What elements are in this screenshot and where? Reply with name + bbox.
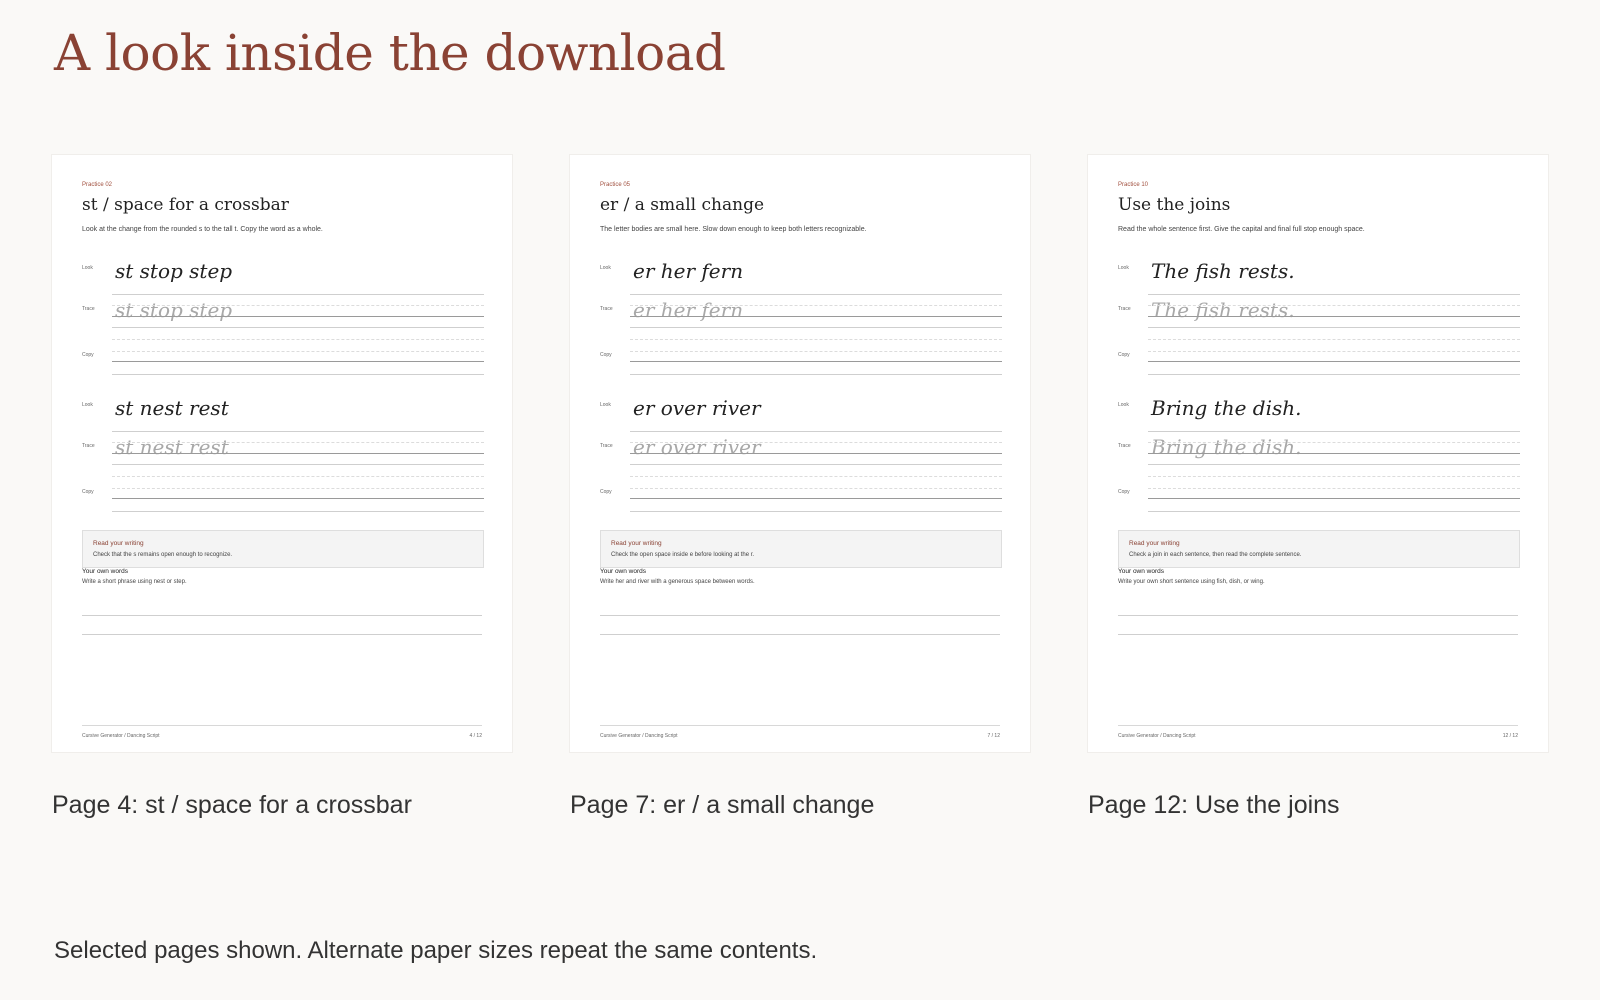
practice-block — [600, 395, 1002, 525]
trace-guide-text: st stop step — [115, 298, 233, 322]
trace-guide-text: Bring the dish. — [1151, 435, 1302, 459]
worksheet-thumbnail[interactable] — [570, 155, 1030, 752]
guide-line — [630, 431, 1002, 432]
guide-line — [112, 374, 484, 375]
worksheet-title: er / a small change — [600, 195, 765, 215]
guide-line — [112, 305, 484, 306]
look-model-text: st stop step — [115, 259, 233, 283]
footer-brand: Cursive Generator / Dancing Script — [600, 733, 678, 739]
review-box — [600, 530, 1002, 568]
worksheet-intro: Read the whole sentence first. Give the capital and final full stop enough space. — [1118, 226, 1365, 233]
guide-line — [112, 431, 484, 432]
own-words-title: Your own words — [1118, 568, 1165, 575]
copy-label: Copy — [1118, 352, 1130, 358]
guide-line — [1148, 351, 1520, 352]
practice-block — [600, 258, 1002, 388]
worksheet-intro: Look at the change from the rounded s to the tall t. Copy the word as a whole. — [82, 226, 323, 233]
guide-line — [1148, 361, 1520, 362]
page-caption: Page 7: er / a small change — [570, 791, 875, 819]
guide-line — [1148, 511, 1520, 512]
guide-line — [1148, 374, 1520, 375]
guide-line — [630, 351, 1002, 352]
section-heading: A look inside the download — [54, 24, 726, 82]
worksheet-title: Use the joins — [1118, 195, 1231, 215]
look-label: Look — [600, 265, 611, 271]
copy-label: Copy — [1118, 489, 1130, 495]
page-preview-card — [1088, 155, 1548, 819]
look-model-text: er her fern — [633, 259, 744, 283]
trace-label: Trace — [600, 306, 613, 312]
guide-line — [630, 374, 1002, 375]
practice-tag: Practice 10 — [1118, 182, 1149, 188]
trace-label: Trace — [1118, 443, 1131, 449]
guide-line — [1148, 476, 1520, 477]
guide-line — [112, 476, 484, 477]
review-text: Check the open space inside e before looking at the r. — [611, 552, 755, 558]
guide-line — [630, 316, 1002, 317]
guide-line — [1148, 431, 1520, 432]
review-text: Check that the s remains open enough to recognize. — [93, 552, 233, 558]
guide-line — [1148, 305, 1520, 306]
guide-line — [112, 351, 484, 352]
writing-line — [82, 634, 482, 635]
guide-line — [630, 476, 1002, 477]
page-caption: Page 12: Use the joins — [1088, 791, 1340, 819]
guide-line — [630, 327, 1002, 328]
guide-line — [630, 442, 1002, 443]
trace-guide-text: The fish rests. — [1151, 298, 1295, 322]
page-preview-card — [570, 155, 1030, 819]
guide-line — [630, 498, 1002, 499]
footnote: Selected pages shown. Alternate paper sizes repeat the same contents. — [54, 937, 818, 964]
guide-line — [112, 339, 484, 340]
guide-line — [112, 498, 484, 499]
guide-line — [1148, 327, 1520, 328]
guide-line — [630, 361, 1002, 362]
practice-block — [1118, 395, 1520, 525]
page-preview-card — [52, 155, 512, 819]
practice-block — [82, 395, 484, 525]
writing-line — [82, 615, 482, 616]
guide-line — [630, 488, 1002, 489]
trace-guide-text: er her fern — [633, 298, 744, 322]
writing-line — [600, 615, 1000, 616]
copy-label: Copy — [600, 489, 612, 495]
trace-guide-text: st nest rest — [115, 435, 229, 459]
look-label: Look — [1118, 402, 1129, 408]
footer-rule — [82, 725, 482, 726]
trace-label: Trace — [1118, 306, 1131, 312]
own-words-title: Your own words — [82, 568, 129, 575]
practice-block — [82, 258, 484, 388]
own-words-text: Write a short phrase using nest or step. — [82, 579, 187, 585]
page-number: 12 / 12 — [1502, 733, 1518, 739]
look-model-text: st nest rest — [115, 396, 229, 420]
practice-tag: Practice 05 — [600, 182, 631, 188]
guide-line — [112, 464, 484, 465]
practice-block — [1118, 258, 1520, 388]
page-caption: Page 4: st / space for a crossbar — [52, 791, 412, 819]
look-model-text: The fish rests. — [1151, 259, 1295, 283]
guide-line — [1148, 294, 1520, 295]
guide-line — [112, 488, 484, 489]
guide-line — [630, 464, 1002, 465]
page-number: 7 / 12 — [987, 733, 1000, 739]
look-label: Look — [82, 265, 93, 271]
look-label: Look — [600, 402, 611, 408]
guide-line — [1148, 464, 1520, 465]
trace-label: Trace — [82, 306, 95, 312]
guide-line — [112, 361, 484, 362]
guide-line — [630, 294, 1002, 295]
review-title: Read your writing — [93, 540, 144, 547]
worksheet-title: st / space for a crossbar — [82, 195, 289, 215]
guide-line — [630, 453, 1002, 454]
review-text: Check a join in each sentence, then read the complete sentence. — [1129, 552, 1302, 558]
guide-line — [112, 316, 484, 317]
look-label: Look — [82, 402, 93, 408]
own-words-text: Write your own short sentence using fish, dish, or wing. — [1118, 579, 1265, 585]
guide-line — [1148, 316, 1520, 317]
look-label: Look — [1118, 265, 1129, 271]
guide-line — [1148, 442, 1520, 443]
writing-line — [1118, 615, 1518, 616]
worksheet-thumbnail[interactable] — [1088, 155, 1548, 752]
footer-brand: Cursive Generator / Dancing Script — [82, 733, 160, 739]
trace-guide-text: er over river — [633, 435, 761, 459]
guide-line — [112, 327, 484, 328]
practice-tag: Practice 02 — [82, 182, 113, 188]
trace-label: Trace — [600, 443, 613, 449]
guide-line — [1148, 488, 1520, 489]
guide-line — [112, 294, 484, 295]
review-box — [1118, 530, 1520, 568]
guide-line — [1148, 339, 1520, 340]
guide-line — [112, 511, 484, 512]
footer-brand: Cursive Generator / Dancing Script — [1118, 733, 1196, 739]
guide-line — [630, 305, 1002, 306]
guide-line — [112, 453, 484, 454]
guide-line — [112, 442, 484, 443]
guide-line — [1148, 498, 1520, 499]
own-words-text: Write her and river with a generous space between words. — [600, 579, 755, 585]
copy-label: Copy — [600, 352, 612, 358]
copy-label: Copy — [82, 352, 94, 358]
guide-line — [1148, 453, 1520, 454]
look-model-text: Bring the dish. — [1151, 396, 1302, 420]
footer-rule — [600, 725, 1000, 726]
own-words-title: Your own words — [600, 568, 647, 575]
guide-line — [630, 511, 1002, 512]
copy-label: Copy — [82, 489, 94, 495]
review-box — [82, 530, 484, 568]
writing-line — [600, 634, 1000, 635]
footer-rule — [1118, 725, 1518, 726]
guide-line — [630, 339, 1002, 340]
worksheet-thumbnail[interactable] — [52, 155, 512, 752]
trace-label: Trace — [82, 443, 95, 449]
writing-line — [1118, 634, 1518, 635]
review-title: Read your writing — [1129, 540, 1180, 547]
review-title: Read your writing — [611, 540, 662, 547]
look-model-text: er over river — [633, 396, 761, 420]
page-number: 4 / 12 — [469, 733, 482, 739]
worksheet-intro: The letter bodies are small here. Slow down enough to keep both letters recognizable. — [600, 226, 867, 233]
